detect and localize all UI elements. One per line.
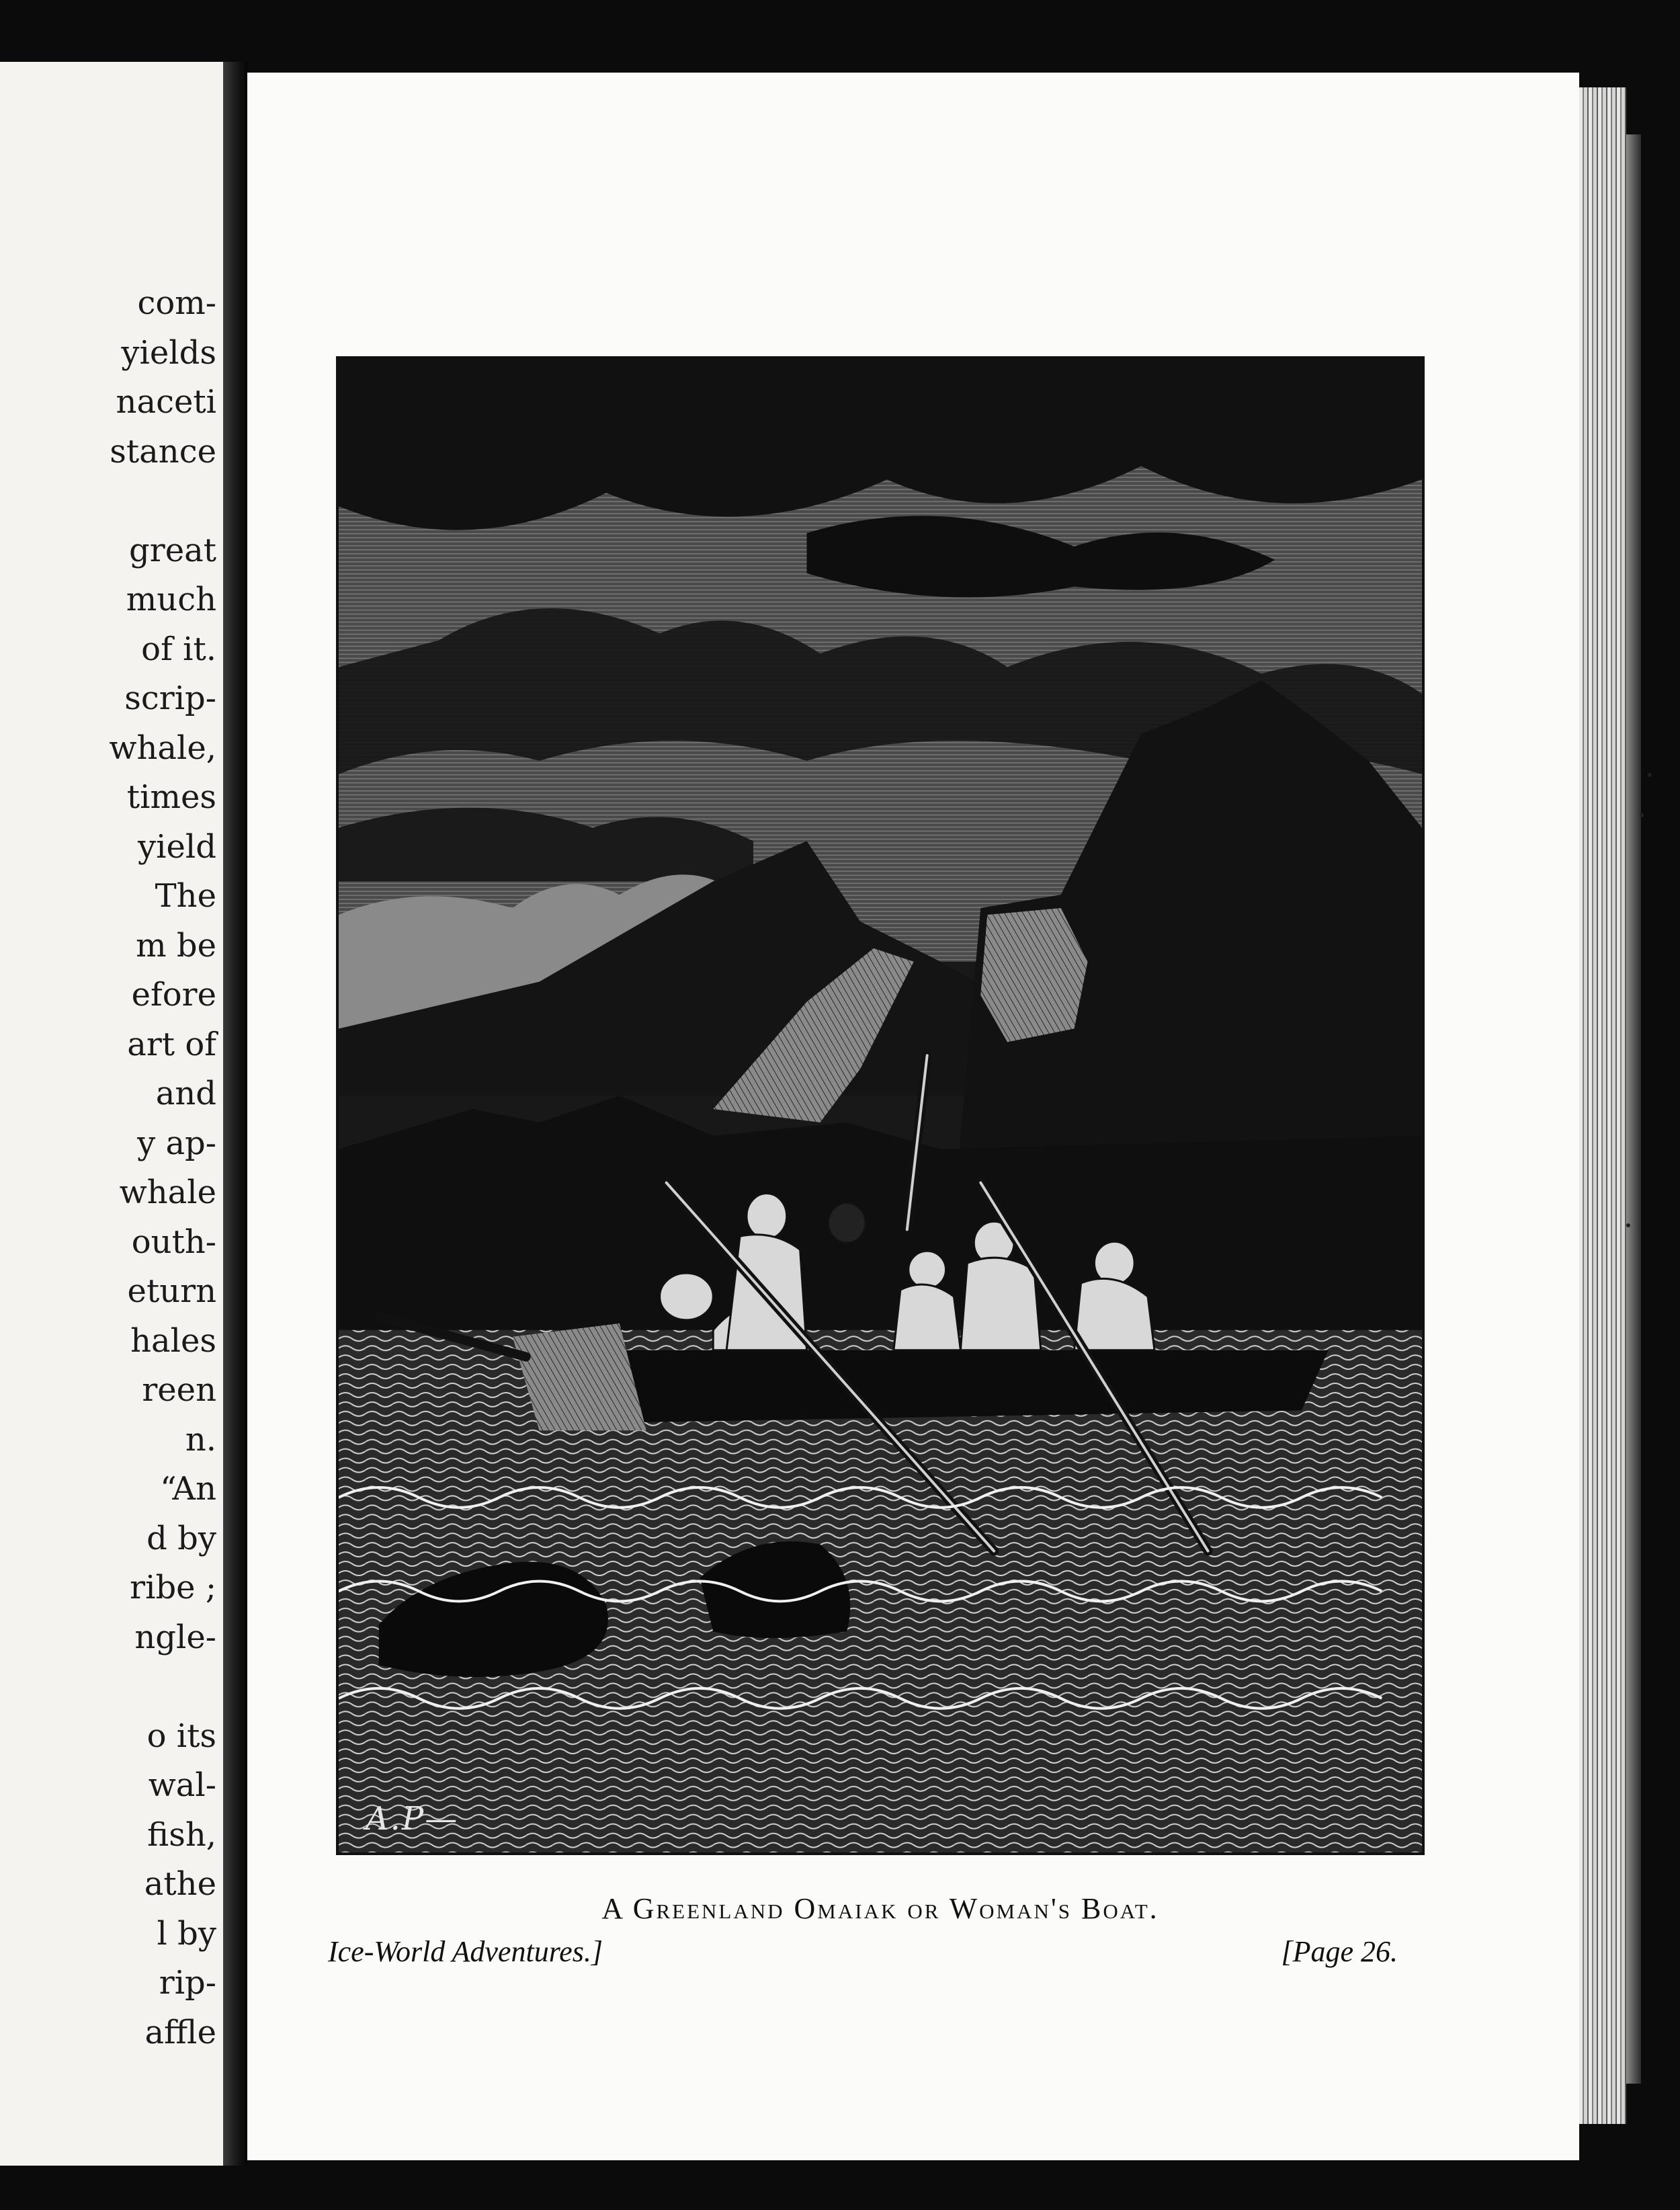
book-gutter <box>223 62 247 2166</box>
left-page-line: hales <box>130 1321 216 1360</box>
page-reference: [Page 26. <box>1281 1935 1398 1968</box>
left-page-line: d by <box>146 1519 216 1557</box>
left-page-line: o its <box>146 1717 216 1755</box>
left-page-line: whale, <box>109 729 216 767</box>
book-fore-edge <box>1626 134 1641 2084</box>
left-page-line: affle <box>144 2013 216 2051</box>
left-page-line: The <box>155 877 216 915</box>
engraving-illustration <box>336 356 1425 1855</box>
left-page-line: m be <box>136 926 216 965</box>
left-page-line: com- <box>137 284 216 322</box>
artist-signature: A.P— <box>366 1800 459 1838</box>
left-page-line: times <box>126 778 216 816</box>
engraving-drawing <box>339 359 1422 1852</box>
left-page-line: stance <box>110 432 216 470</box>
left-page-line: yields <box>121 333 216 372</box>
left-page-line: rip- <box>159 1964 216 2002</box>
illustration-caption: A Greenland Omaiak or Woman's Boat. <box>601 1892 1159 1925</box>
left-page-line: y ap- <box>137 1124 216 1162</box>
left-page-line: great <box>129 531 216 569</box>
left-page-line: wal- <box>148 1766 216 1804</box>
left-page-line: and <box>155 1075 216 1112</box>
left-page-line: of it. <box>141 630 216 668</box>
left-page-line: whale <box>119 1174 216 1211</box>
left-page-line: reen <box>142 1371 216 1409</box>
left-page-line: yield <box>138 827 216 866</box>
left-page-line: efore <box>131 976 216 1014</box>
dust-speck <box>1626 1223 1630 1227</box>
left-page-line: eturn <box>127 1272 216 1310</box>
left-page-fragment <box>0 62 223 2166</box>
left-page-line: scrip- <box>124 680 216 717</box>
left-page-line: much <box>126 581 216 618</box>
left-page-line: ngle- <box>134 1618 216 1656</box>
dust-speck <box>1640 813 1644 817</box>
left-page-line: outh- <box>131 1223 216 1261</box>
left-page-line: naceti <box>116 383 216 421</box>
left-page-line: n. <box>185 1420 216 1459</box>
left-page-line: ribe ; <box>130 1569 216 1606</box>
dust-speck <box>1648 773 1652 777</box>
left-page-line: athe <box>144 1865 216 1903</box>
left-page-line: l by <box>157 1914 216 1953</box>
left-page-line: “An <box>160 1470 216 1508</box>
left-page-line: art of <box>127 1025 216 1063</box>
page-edges <box>1579 87 1626 2124</box>
running-title: Ice-World Adventures.] <box>328 1935 603 1968</box>
left-page-line: fish, <box>147 1815 216 1854</box>
